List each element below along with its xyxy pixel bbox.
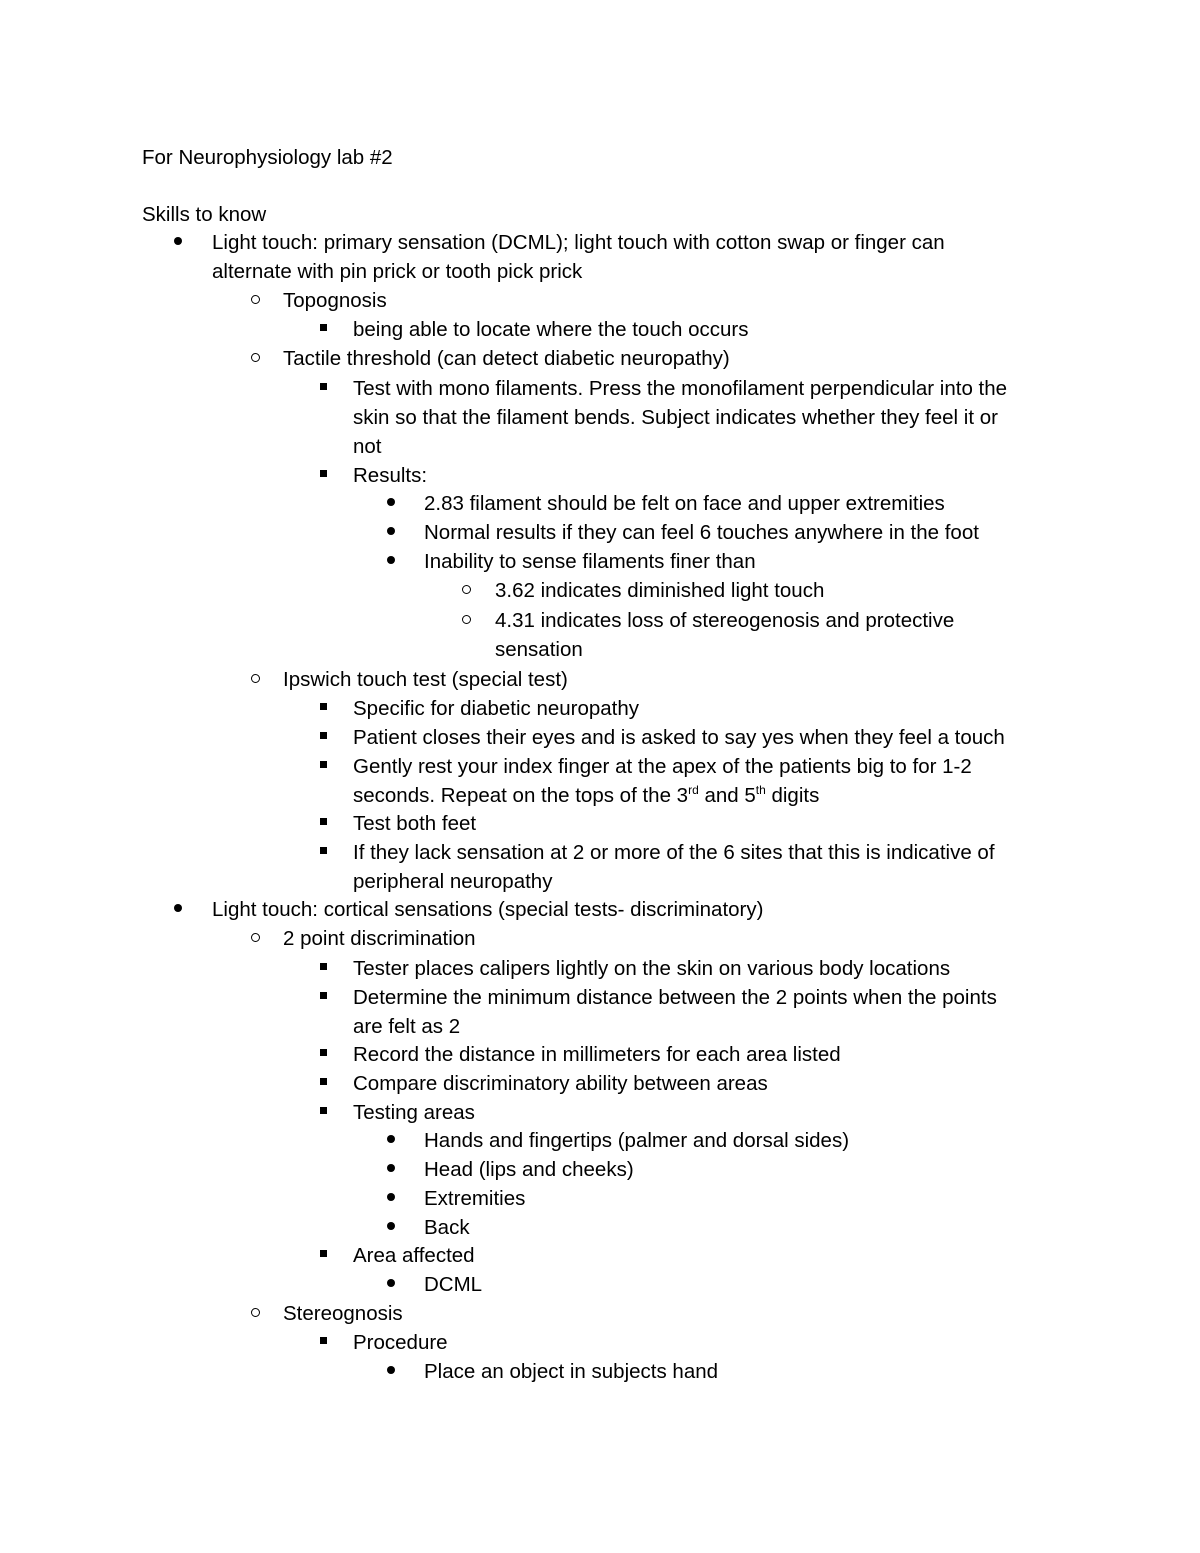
text-fragment: seconds. Repeat on the tops of the 3 (353, 784, 689, 807)
list-item: Procedure (353, 1331, 448, 1354)
superscript: th (755, 783, 766, 798)
bullet-square (313, 838, 333, 867)
bullet-dot (168, 228, 188, 257)
list-item: Testing areas (353, 1101, 475, 1124)
list-item: Patient closes their eyes and is asked to say yes when they feel a touch (353, 726, 1005, 749)
bullet-square (313, 1040, 333, 1069)
list-item: 2.83 filament should be felt on face and upper extremities (424, 492, 945, 515)
text-fragment: digits (765, 784, 820, 807)
bullet-dot (381, 547, 401, 576)
list-item-continuation: not (353, 435, 382, 458)
list-item: If they lack sensation at 2 or more of the 6 sites that this is indicative of (353, 841, 995, 864)
bullet-circle (245, 665, 265, 694)
bullet-square (313, 694, 333, 723)
bullet-circle (245, 286, 265, 315)
superscript: rd (688, 783, 699, 798)
document-title: For Neurophysiology lab #2 (142, 146, 393, 169)
bullet-square (313, 1241, 333, 1270)
list-item-continuation (353, 781, 819, 810)
list-item: 4.31 indicates loss of stereogenosis and protective (495, 609, 955, 632)
bullet-square (313, 315, 333, 344)
list-item: Gently rest your index finger at the apex of the patients big to for 1-2 (353, 755, 972, 778)
bullet-dot (381, 489, 401, 518)
bullet-square (313, 752, 333, 781)
bullet-dot (381, 1213, 401, 1242)
list-item-continuation: sensation (495, 638, 583, 661)
list-item: Hands and fingertips (palmer and dorsal sides) (424, 1129, 850, 1152)
bullet-dot (168, 895, 188, 924)
bullet-dot (381, 1126, 401, 1155)
bullet-dot (381, 1270, 401, 1299)
list-item: Normal results if they can feel 6 touches anywhere in the foot (424, 521, 979, 544)
list-item: Head (lips and cheeks) (424, 1158, 634, 1181)
bullet-square (313, 1069, 333, 1098)
list-item: Specific for diabetic neuropathy (353, 697, 640, 720)
list-item: Topognosis (283, 289, 387, 312)
list-item-continuation: skin so that the filament bends. Subject indicates whether they feel it or (353, 406, 998, 429)
list-item: Light touch: primary sensation (DCML); light touch with cotton swap or finger can (212, 231, 945, 254)
list-item-continuation: peripheral neuropathy (353, 870, 553, 893)
bullet-dot (381, 1184, 401, 1213)
list-item: 3.62 indicates diminished light touch (495, 579, 825, 602)
list-item: Place an object in subjects hand (424, 1360, 719, 1383)
list-item: Light touch: cortical sensations (special tests- discriminatory) (212, 898, 764, 921)
list-item: Test both feet (353, 812, 477, 835)
bullet-square (313, 983, 333, 1012)
list-item: Tester places calipers lightly on the skin on various body locations (353, 957, 951, 980)
list-item: Inability to sense filaments finer than (424, 550, 756, 573)
bullet-circle (456, 576, 476, 605)
list-item: Extremities (424, 1187, 526, 1210)
list-item: Compare discriminatory ability between areas (353, 1072, 768, 1095)
bullet-square (313, 809, 333, 838)
bullet-circle (245, 1299, 265, 1328)
list-item-continuation: are felt as 2 (353, 1015, 461, 1038)
list-item: Tactile threshold (can detect diabetic neuropathy) (283, 347, 730, 370)
bullet-square (313, 954, 333, 983)
list-item: Record the distance in millimeters for each area listed (353, 1043, 841, 1066)
list-item: being able to locate where the touch occurs (353, 318, 749, 341)
list-item: Test with mono filaments. Press the monofilament perpendicular into the (353, 377, 1008, 400)
bullet-square (313, 461, 333, 490)
list-item: Ipswich touch test (special test) (283, 668, 568, 691)
section-heading: Skills to know (142, 203, 267, 226)
bullet-square (313, 1098, 333, 1127)
bullet-dot (381, 1357, 401, 1386)
list-item: Results: (353, 464, 428, 487)
list-item: DCML (424, 1273, 483, 1296)
list-item-continuation: alternate with pin prick or tooth pick prick (212, 260, 583, 283)
bullet-square (313, 374, 333, 403)
list-item: Back (424, 1216, 470, 1239)
list-item: Area affected (353, 1244, 475, 1267)
bullet-square (313, 1328, 333, 1357)
list-item: Determine the minimum distance between the 2 points when the points (353, 986, 997, 1009)
list-item: Stereognosis (283, 1302, 403, 1325)
bullet-square (313, 723, 333, 752)
bullet-dot (381, 1155, 401, 1184)
text-fragment: and 5 (698, 784, 756, 807)
bullet-dot (381, 518, 401, 547)
bullet-circle (245, 344, 265, 373)
bullet-circle (245, 924, 265, 953)
bullet-circle (456, 606, 476, 635)
list-item: 2 point discrimination (283, 927, 476, 950)
